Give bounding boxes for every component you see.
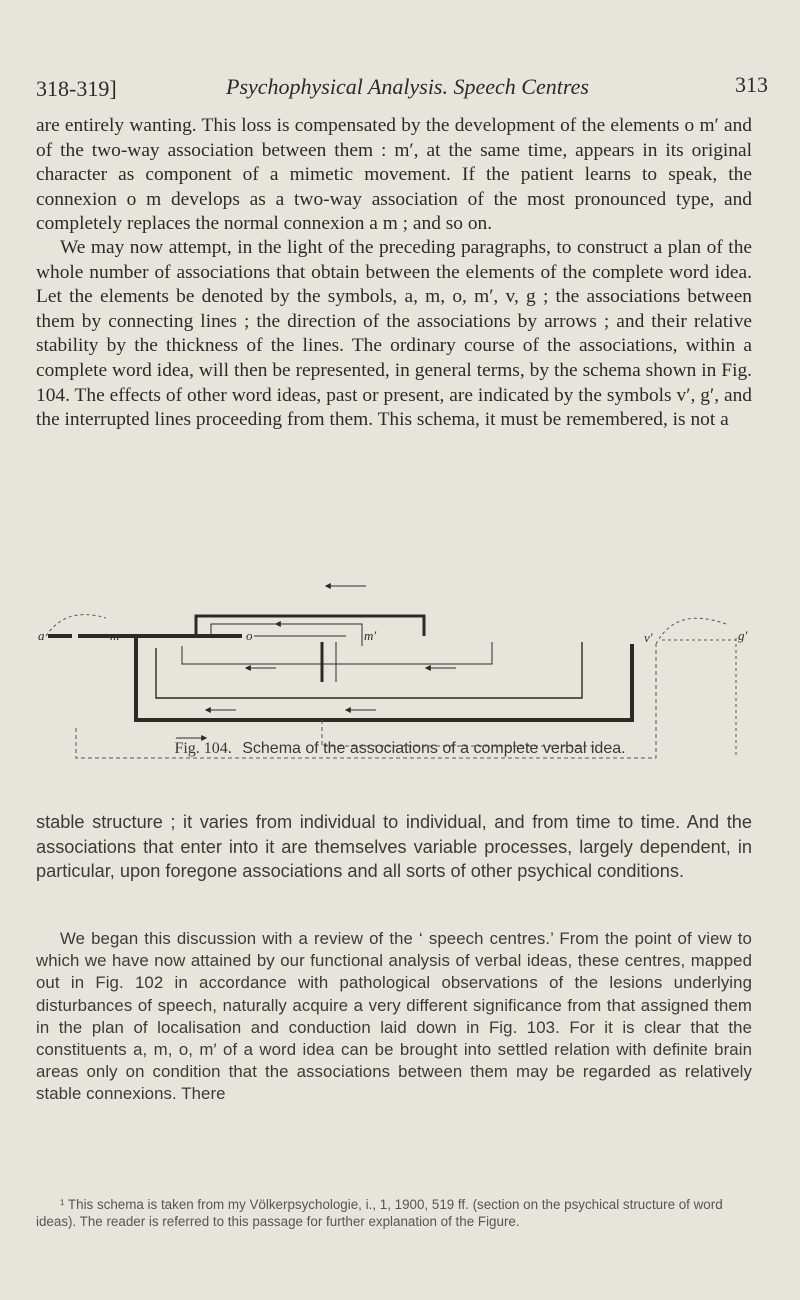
running-title: Psychophysical Analysis. Speech Centres <box>226 74 589 99</box>
page-range: 318-319] <box>36 76 117 101</box>
top-frame-outer <box>196 616 424 636</box>
label-m-prime: m′ <box>364 628 377 643</box>
running-header <box>36 68 776 108</box>
paragraph-3: stable structure ; it varies from individual to individual, and from time to time. And the associations that enter into it are themselves variable processes, largely dependent, in particular, upon foregone associations and all sorts of other psychical conditions. <box>36 812 752 882</box>
figure-caption-text: Schema of the associations of a complete verbal idea. <box>242 740 626 757</box>
label-g-prime: g′ <box>738 628 748 643</box>
figure-number: Fig. 104. <box>174 740 232 757</box>
middle-frame <box>156 642 582 698</box>
label-v-prime: v′ <box>644 630 653 645</box>
paragraph-2 <box>36 236 752 433</box>
figure-caption <box>0 740 800 758</box>
paragraph-2-end: This schema, it must be remembered, is not a <box>377 409 729 431</box>
page-number: 313 <box>735 72 768 97</box>
paragraph-2-text: We may now attempt, in the light of the preceding paragraphs, to construct a plan of the whole number of associations that obtain between the elements of the complete word idea. Let the elements be denoted by the symbols, a, m, o, m′, v, g ; the associations between them by connecting lines ; the direction of the associations by arrows ; and their relative stability by the thickness of the lines. The ordinary course of the associations, within a complete word idea, will then be represented, in general terms, by the schema shown in Fig. 104. The effects of other word ideas, past or present, are indicated by the symbols v′, g′, and the interrupted lines proceeding from them. <box>36 237 752 431</box>
dashed-loop-a <box>46 615 106 636</box>
label-o: o <box>246 628 253 643</box>
label-m: m <box>110 628 120 643</box>
footnote: ¹ This schema is taken from my Völkerpsychologie, i., 1, 1900, 519 ff. (section on the psychical structure of word ideas). The reader is referred to this passage for further explanation of the Figure. <box>36 1197 723 1229</box>
outer-frame <box>136 636 632 720</box>
paragraph-4: We began this discussion with a review of the ‘ speech centres.’ From the point of view to which we have now attained by our functional analysis of verbal ideas, these centres, mapped out in Fig. 102 in accordance with pathological observations of the lesions underlying disturbances of speech, naturally acquire a very different significance from that assigned them in the plan of localisation and conduction laid down in Fig. 103. For it is clear that the constituents a, m, o, m′ of a word idea can be brought into settled relation with definite brain areas only on condition that the associations between them may be regarded as relatively stable connexions. There <box>36 929 752 1104</box>
label-a: a <box>38 628 45 643</box>
paragraph-1: are entirely wanting. This loss is compensated by the development of the elements o m′ and of the two-way association between them : m′, at the same time, appears in its original character as component of a mimetic movement. If the patient learns to speak, the connexion o m develops as a two-way association of the most pronounced type, and completely replaces the normal connexion a m ; and so on. <box>36 115 752 235</box>
inner-frame <box>182 642 492 664</box>
dashed-v-loop <box>656 618 726 644</box>
